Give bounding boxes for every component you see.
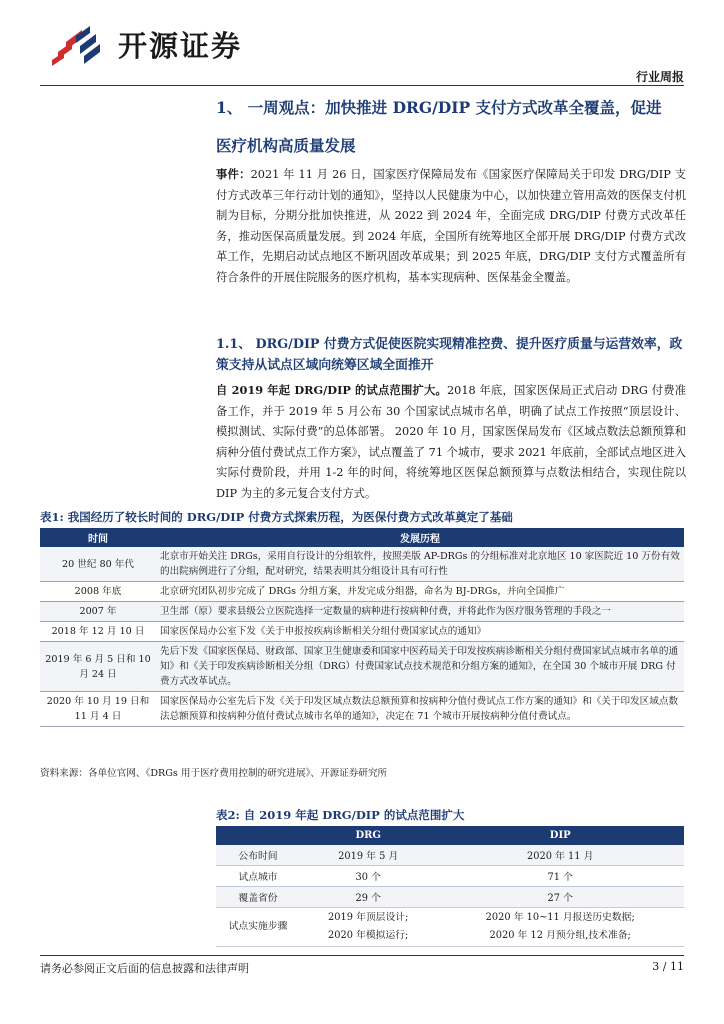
- row-label: 覆盖省份: [216, 887, 300, 908]
- column-header-time: 时间: [40, 528, 156, 547]
- table-row: [40, 622, 684, 642]
- step-line: 2020 年模拟运行;: [328, 930, 409, 941]
- cell-drg: [300, 908, 436, 947]
- cell-dip: [436, 908, 684, 947]
- section-title: 1、 一周观点：加快推进 DRG/DIP 支付方式改革全覆盖，促进: [216, 98, 662, 117]
- section-title-cont: 医疗机构高质量发展: [216, 136, 356, 155]
- footer-disclaimer: 请务必参阅正文后面的信息披露和法律声明: [40, 962, 249, 975]
- table-row: [40, 547, 684, 582]
- table-row: [40, 642, 684, 692]
- table-row: [216, 908, 684, 947]
- cell-desc: 国家医保局办公室下发《关于申报按疾病诊断相关分组付费国家试点的通知》: [156, 622, 684, 642]
- table2-caption: 表2: 自 2019 年起 DRG/DIP 的试点范围扩大: [216, 808, 465, 822]
- cell-dip: 2020 年 11 月: [436, 845, 684, 866]
- row-label: 试点城市: [216, 866, 300, 887]
- cell-desc: 北京市开始关注 DRGs，采用自行设计的分组软件，按照美版 AP-DRGs 的分组标准对北京地区 10 家医院近 10 万份有效的出院病例进行了分组，配对研究，结果表明其分组设计具有可行性: [156, 547, 684, 582]
- table-header-row: [40, 528, 684, 547]
- column-header-blank: [216, 826, 300, 845]
- column-header-drg: DRG: [300, 826, 436, 845]
- table-row: [216, 866, 684, 887]
- table-header-row: [216, 826, 684, 845]
- cell-time: 20 世纪 80 年代: [40, 547, 156, 582]
- table1-source: 资料来源：各单位官网、《DRGs 用于医疗费用控制的研究进展》、开源证券研究所: [40, 768, 388, 779]
- pilot-paragraph: [216, 380, 686, 505]
- table-row: [40, 692, 684, 727]
- table-row: [216, 887, 684, 908]
- brand-logo-icon: [50, 22, 112, 72]
- footer-divider: [40, 955, 684, 956]
- cell-time: 2008 年底: [40, 582, 156, 602]
- row-label: 试点实施步骤: [216, 908, 300, 947]
- event-paragraph: [216, 164, 686, 289]
- cell-time: 2018 年 12 月 10 日: [40, 622, 156, 642]
- step-line: 2020 年 12 月预分组,技术准备;: [489, 930, 631, 941]
- report-type: 行业周报: [635, 70, 684, 84]
- cell-desc: 国家医保局办公室先后下发《关于印发区域点数法总额预算和按病种分值付费试点工作方案的通知》和《关于印发区域点数法总额预算和按病种分值付费试点城市名单的通知》，决定在 71 个城市开展按病种分值付费试点。: [156, 692, 684, 727]
- column-header-history: 发展历程: [156, 528, 684, 547]
- step-line: 2019 年顶层设计;: [328, 912, 409, 923]
- event-text: 2021 年 11 月 26 日，国家医疗保障局发布《国家医疗保障局关于印发 DRG/DIP 支付方式改革三年行动计划的通知》，坚持以人民健康为中心，以加快建立管用高效的医保支付机制为目标，分期分批加快推进，从 2022 到 2024 年，全面完成 DRG/DIP 付费方式改革任务，推动医保高质量发展。到 2024 年底，全国所有统筹地区全部开展 DRG/DIP 付费方式改革工作，先期启动试点地区不断巩固改革成果；到 2025 年底，DRG/DIP 支付方式覆盖所有符合条件的开展住院服务的医疗机构，基本实现病种、医保基金全覆盖。: [216, 168, 686, 284]
- column-header-dip: DIP: [436, 826, 684, 845]
- table-row: [40, 582, 684, 602]
- cell-drg: 2019 年 5 月: [300, 845, 436, 866]
- page-number: 3 / 11: [652, 960, 684, 973]
- table-row: [216, 845, 684, 866]
- subsection-title: 1.1、 DRG/DIP 付费方式促使医院实现精准控费、提升医疗质量与运营效率，政策支持从试点区域向统筹区域全面推开: [216, 337, 683, 373]
- pilot-scope-table: [216, 826, 684, 947]
- event-label: 事件：: [216, 167, 251, 181]
- cell-dip: 27 个: [436, 887, 684, 908]
- header-divider: [40, 85, 684, 86]
- step-line: 2020 年 10~11 月报送历史数据;: [485, 912, 635, 923]
- cell-time: 2019 年 6 月 5 日和 10 月 24 日: [40, 642, 156, 692]
- row-label: 公布时间: [216, 845, 300, 866]
- brand-name: 开源证券: [118, 29, 243, 63]
- cell-desc: 卫生部（原）要求县级公立医院选择一定数量的病种进行按病种付费，并将此作为医疗服务管理的手段之一: [156, 602, 684, 622]
- pilot-text: 2018 年底，国家医保局正式启动 DRG 付费准备工作，并于 2019 年 5 月公布 30 个国家试点城市名单，明确了试点工作按照“顶层设计、模拟测试、实际付费”的总体部署。 2020 年 10 月，国家医保局发布《区域点数法总额预算和病种分值付费试点工作方案》，试点覆盖了 71 个城市，要求 2021 年底前，全部试点地区进入实际付费阶段，并用 1-2 年的时间，将统筹地区医保总额预算与点数法相结合，实现住院以 DIP 为主的多元复合支付方式。: [216, 384, 686, 500]
- pilot-lead: 自 2019 年起 DRG/DIP 的试点范围扩大。: [216, 383, 447, 397]
- table-row: [40, 602, 684, 622]
- table1-caption: 表1: 我国经历了较长时间的 DRG/DIP 付费方式探索历程，为医保付费方式改革奠定了基础: [40, 510, 513, 524]
- cell-desc: 北京研究团队初步完成了 DRGs 分组方案，并发完成分组器，命名为 BJ-DRGs，并向全国推广: [156, 582, 684, 602]
- cell-drg: 30 个: [300, 866, 436, 887]
- cell-dip: 71 个: [436, 866, 684, 887]
- cell-time: 2020 年 10 月 19 日和 11 月 4 日: [40, 692, 156, 727]
- cell-desc: 先后下发《国家医保局、财政部、国家卫生健康委和国家中医药局关于印发按疾病诊断相关分组付费国家试点城市名单的通知》和《关于印发疾病诊断相关分组（DRG）付费国家试点技术规范和分组方案的通知》，在全国 30 个城市开展 DRG 付费方式改革试点。: [156, 642, 684, 692]
- cell-time: 2007 年: [40, 602, 156, 622]
- cell-drg: 29 个: [300, 887, 436, 908]
- history-table: [40, 528, 684, 727]
